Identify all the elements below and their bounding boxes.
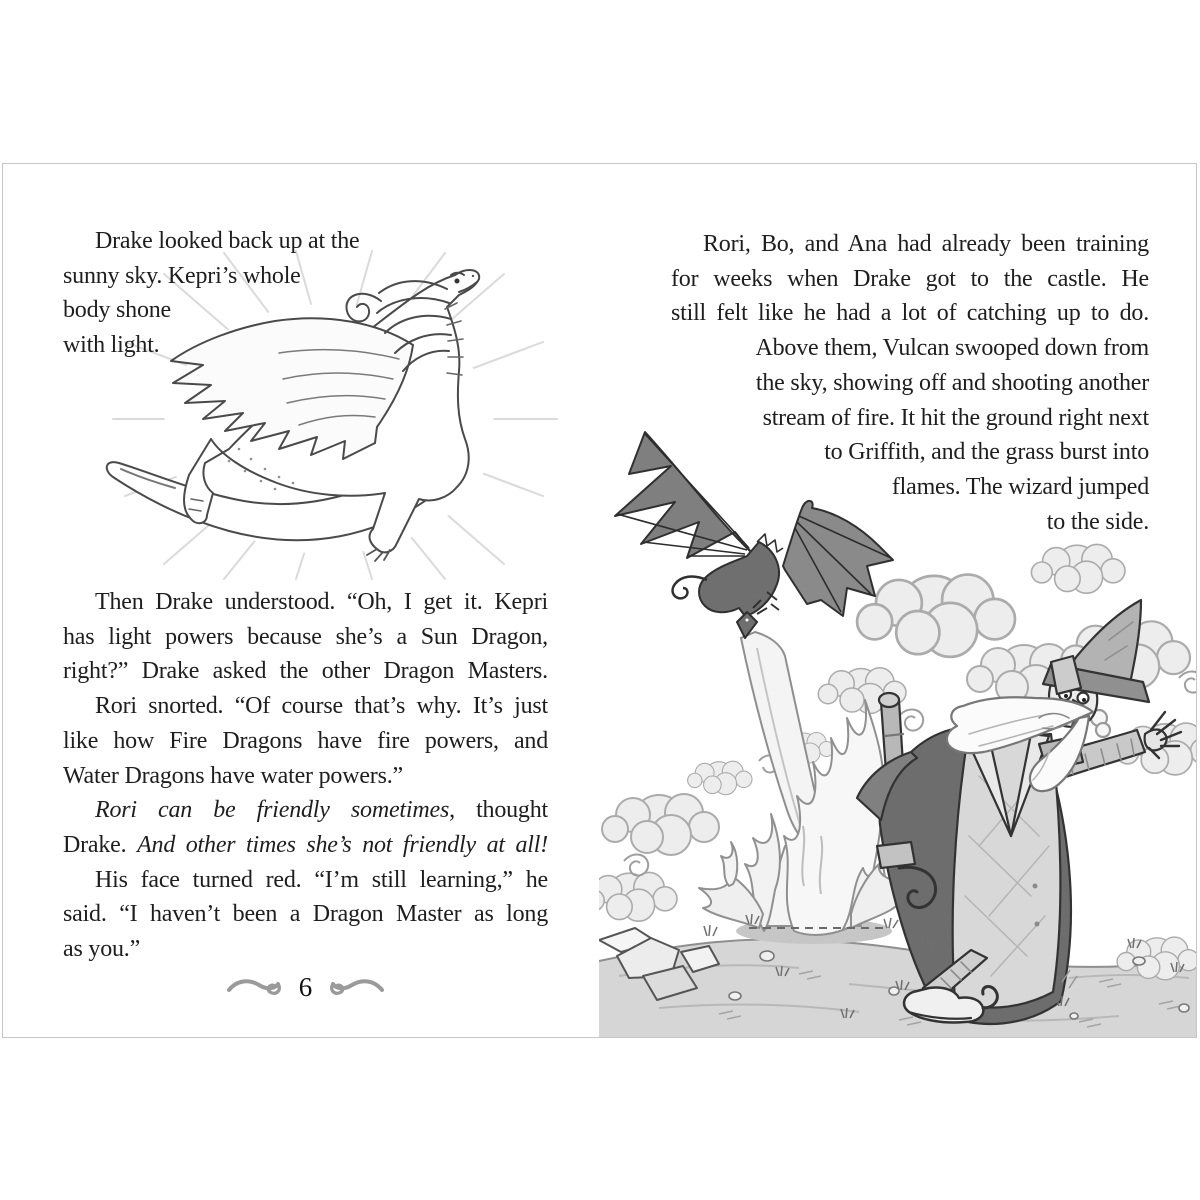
text-line: flames. The wizard jumped: [891, 473, 1149, 500]
text-line: to Griffith, and the grass burst into: [824, 439, 1149, 466]
text-line: has light powers because she’s a Sun Dragon,: [63, 623, 548, 650]
flourish-right-icon: [326, 976, 384, 998]
text-line: [63, 793, 548, 828]
paragraph-block: [671, 227, 1149, 539]
text-line: like how Fire Dragons have fire powers, and: [63, 727, 548, 754]
text-line: Above them, Vulcan swooped down from: [755, 335, 1149, 362]
staff-grip-hand: [877, 842, 915, 868]
text-line: with light.: [63, 332, 160, 359]
text-line: Rori snorted. “Of course that’s why. It’s just: [95, 693, 548, 720]
text-line: said. “I haven’t been a Dragon Master as long: [63, 901, 548, 928]
text-line: Rori, Bo, and Ana had already been training: [703, 231, 1149, 257]
paragraph-block: [63, 585, 548, 967]
flourish-left-icon: [227, 976, 285, 998]
text-line: as you.”: [63, 936, 141, 963]
text-line: right?” Drake asked the other Dragon Masters.: [63, 658, 548, 685]
text-line: sunny sky. Kepri’s whole: [63, 262, 301, 289]
text-line: Then Drake understood. “Oh, I get it. Kepri: [95, 589, 548, 615]
text-line: for weeks when Drake got to the castle. He: [671, 265, 1149, 292]
italic-text: And other times she’s not friendly at all!: [137, 831, 548, 858]
book-spread: [2, 163, 1197, 1038]
text-line: stream of fire. It hit the ground right next: [762, 404, 1149, 431]
italic-text: Rori can be friendly sometimes: [95, 797, 450, 824]
regular-text: , thought: [449, 797, 548, 824]
page-number: 6: [298, 971, 313, 1002]
text-line: Drake looked back up at the: [95, 228, 360, 254]
regular-text: Drake.: [63, 831, 138, 858]
text-line: body shone: [63, 297, 171, 324]
page-footer: [63, 970, 548, 1004]
text-line: the sky, showing off and shooting another: [755, 369, 1149, 396]
text-line: His face turned red. “I’m still learning,” he: [95, 866, 548, 893]
text-line: [63, 828, 548, 863]
text-line: to the side.: [1046, 508, 1149, 535]
text-line: Water Dragons have water powers.”: [63, 762, 403, 789]
paragraph: [63, 224, 548, 363]
text-line: still felt like he had a lot of catching up to do.: [671, 300, 1149, 327]
